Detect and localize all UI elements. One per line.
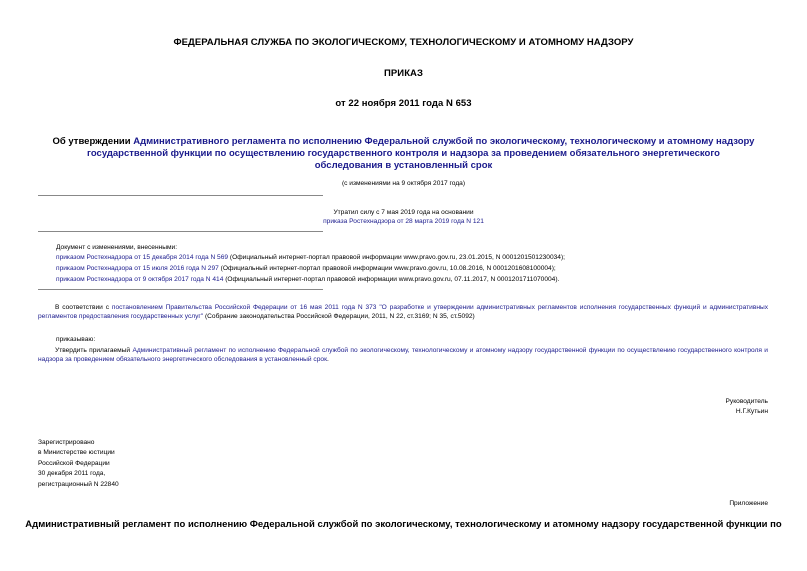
changes-item <box>56 275 776 284</box>
amended-note: (с изменениями на 9 октября 2017 года) <box>341 180 466 187</box>
document-date-number: от 22 ноября 2011 года N 653 <box>335 98 472 109</box>
signature-name: Н.Г.Кутьин <box>735 408 768 415</box>
government-decree-link[interactable]: постановлением Правительства Российской Федерации от 16 мая 2011 года N 373 "О разработке и утверждении административных регламентов исполнения государственных функций и административных регламентов предоставления государственных услуг" <box>38 304 769 320</box>
order-paragraph <box>38 346 768 364</box>
change-order-link[interactable]: приказом Ростехнадзора от 9 октября 2017 года N 414 <box>56 276 224 283</box>
lost-force-text: Утратил силу с 7 мая 2019 года на основании <box>333 209 474 216</box>
basis-suffix: (Собрание законодательства Российской Федерации, 2011, N 22, ст.3169; N 35, ст.5092) <box>203 313 475 320</box>
order-prefix: Утвердить прилагаемый <box>55 347 133 354</box>
lost-force-link[interactable]: приказа Ростехнадзора от 28 марта 2019 года N 121 <box>323 218 484 225</box>
divider <box>38 195 323 196</box>
appendix-title: Административный регламент по исполнению Федеральной службой по экологическому, технологическому и атомному надзору государственной функции по <box>25 519 782 530</box>
signature-role: Руководитель <box>725 398 768 405</box>
registration-line: 30 декабря 2011 года, <box>38 470 106 478</box>
registration-block <box>38 438 119 490</box>
change-source: (Официальный интернет-портал правовой информации www.pravo.gov.ru, 23.01.2015, N 0001201501230034); <box>228 254 566 261</box>
divider <box>38 231 323 232</box>
agency-name: ФЕДЕРАЛЬНАЯ СЛУЖБА ПО ЭКОЛОГИЧЕСКОМУ, ТЕХНОЛОГИЧЕСКОМУ И АТОМНОМУ НАДЗОРУ <box>173 37 634 48</box>
regulation-link[interactable]: Административный регламент по исполнению Федеральной службой по экологическому, технологическому и атомному надзору государственной функции по осуществлению государственного контроля и надзора за проведением обязательного энергетического обследования в установленный срок <box>38 347 768 363</box>
change-order-link[interactable]: приказом Ростехнадзора от 15 июля 2016 года N 297 <box>56 265 219 272</box>
registration-line: в Министерстве юстиции <box>38 449 115 457</box>
basis-prefix: В соответствии с <box>55 304 112 311</box>
divider <box>38 289 323 290</box>
order-word: приказываю: <box>56 336 96 343</box>
title-prefix: Об утверждении <box>52 136 134 147</box>
document-title <box>52 136 755 172</box>
change-order-link[interactable]: приказом Ростехнадзора от 15 декабря 2014 года N 569 <box>56 254 229 261</box>
document-type: ПРИКАЗ <box>384 68 423 79</box>
changes-item <box>56 264 776 273</box>
title-regulation-link[interactable]: Административного регламента по исполнению Федеральной службой по экологическому, технологическому и атомному надзору государственной функции по осуществлению государственного контроля и надзора за проведением обязательного энергетического обследования в установленный срок <box>87 136 755 171</box>
change-source: (Официальный интернет-портал правовой информации www.pravo.gov.ru, 07.11.2017, N 0001201711070004). <box>223 276 560 283</box>
change-source: (Официальный интернет-портал правовой информации www.pravo.gov.ru, 10.08.2016, N 0001201608100004); <box>218 265 556 272</box>
basis-paragraph <box>38 303 768 321</box>
registration-line: Зарегистрировано <box>38 439 95 446</box>
changes-heading: Документ с изменениями, внесенными: <box>56 244 178 251</box>
registration-line: Российской Федерации <box>38 459 110 467</box>
appendix-label: Приложение <box>729 500 768 507</box>
changes-item <box>56 253 776 262</box>
registration-line: регистрационный N 22840 <box>38 480 119 488</box>
order-suffix: . <box>326 356 329 363</box>
